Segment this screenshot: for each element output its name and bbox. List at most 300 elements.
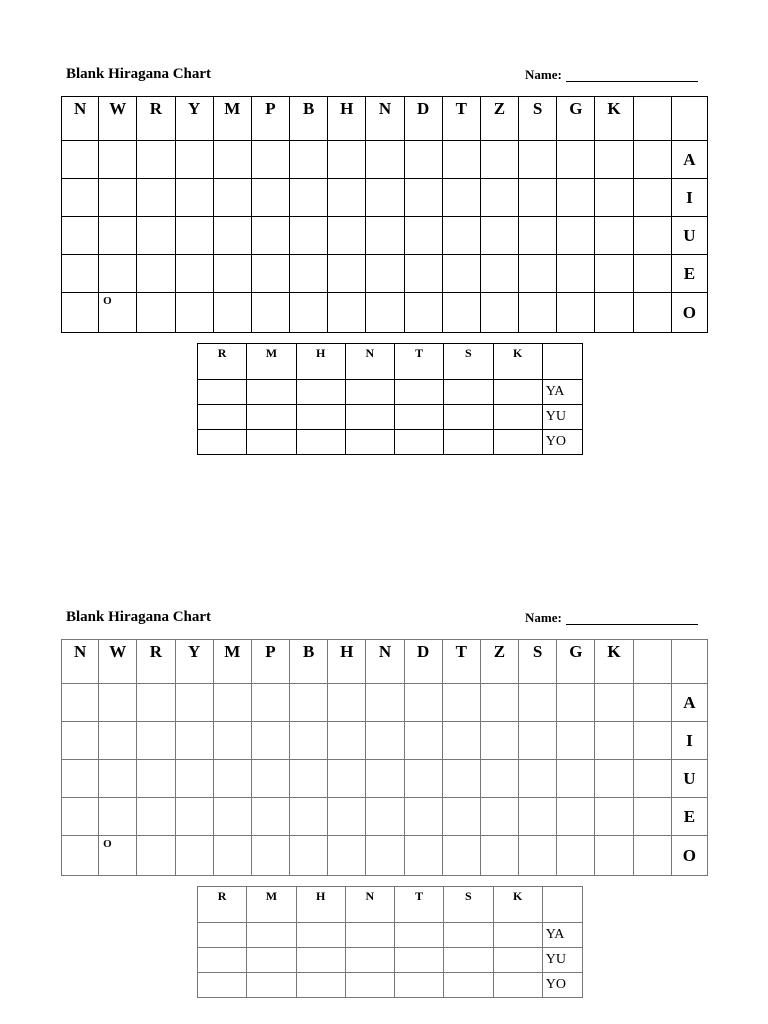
blank-kana-cell[interactable] [62,722,99,760]
blank-kana-cell[interactable] [137,141,175,179]
blank-kana-cell[interactable] [175,684,213,722]
blank-kana-cell[interactable] [366,179,404,217]
blank-yoon-cell[interactable] [395,923,444,948]
vowel-row [62,760,708,798]
blank-yoon-cell[interactable] [493,380,542,405]
consonant-header-cell: M [213,640,251,684]
blank-yoon-cell[interactable] [395,430,444,455]
blank-kana-cell[interactable] [175,722,213,760]
blank-kana-cell[interactable] [251,684,289,722]
consonant-header-cell: N [62,97,99,141]
consonant-header-cell [671,97,707,141]
blank-kana-cell[interactable] [251,760,289,798]
chart-title: Blank Hiragana Chart [66,609,212,625]
blank-kana-cell[interactable] [328,798,366,836]
consonant-header-cell: T [442,640,480,684]
blank-kana-cell[interactable] [213,141,251,179]
blank-kana-cell[interactable] [633,798,671,836]
consonant-header-cell: H [328,640,366,684]
blank-kana-cell[interactable] [442,217,480,255]
vowel-row [62,255,708,293]
blank-yoon-cell[interactable] [444,973,493,998]
yoon-consonant-header-cell: R [198,344,247,380]
blank-yoon-cell[interactable] [247,430,296,455]
hiragana-main-grid [61,96,708,333]
yoon-consonant-header-cell: T [395,887,444,923]
blank-yoon-cell[interactable] [444,380,493,405]
yoon-row [198,405,583,430]
blank-kana-cell[interactable] [251,141,289,179]
yoon-row [198,380,583,405]
blank-kana-cell[interactable] [557,255,595,293]
blank-kana-cell[interactable] [175,141,213,179]
consonant-header-cell: Y [175,97,213,141]
yoon-consonant-header-cell: S [444,344,493,380]
blank-yoon-cell[interactable] [198,405,247,430]
blank-yoon-cell[interactable] [444,948,493,973]
blank-yoon-cell[interactable] [296,430,345,455]
blank-kana-cell[interactable] [557,760,595,798]
blank-yoon-cell[interactable] [345,948,394,973]
blank-yoon-cell[interactable] [345,430,394,455]
consonant-header-row [62,640,708,684]
blank-kana-cell[interactable] [633,141,671,179]
blank-kana-cell[interactable] [595,255,633,293]
yoon-consonant-header-cell: K [493,887,542,923]
worksheet-2 [0,543,768,1003]
consonant-header-cell: S [519,97,557,141]
consonant-header-cell: B [290,640,328,684]
wo-mark-cell[interactable]: O [99,836,137,876]
blank-kana-cell[interactable] [62,798,99,836]
blank-yoon-cell[interactable] [198,923,247,948]
consonant-header-cell: H [328,97,366,141]
consonant-header-cell: D [404,640,442,684]
blank-kana-cell[interactable] [290,684,328,722]
vowel-label-cell: E [671,798,707,836]
blank-kana-cell[interactable] [137,798,175,836]
blank-kana-cell[interactable] [519,179,557,217]
blank-kana-cell[interactable] [519,255,557,293]
consonant-header-cell: N [366,640,404,684]
blank-yoon-cell[interactable] [296,973,345,998]
consonant-header-cell: W [99,640,137,684]
blank-kana-cell[interactable] [328,836,366,876]
blank-kana-cell[interactable] [62,141,99,179]
yoon-consonant-header-cell: N [345,887,394,923]
yoon-row-label-cell: YU [542,405,582,430]
blank-yoon-cell[interactable] [296,380,345,405]
blank-kana-cell[interactable] [633,760,671,798]
blank-kana-cell[interactable] [519,722,557,760]
blank-yoon-cell[interactable] [395,405,444,430]
blank-yoon-cell[interactable] [247,923,296,948]
blank-kana-cell[interactable] [328,255,366,293]
blank-kana-cell[interactable] [633,684,671,722]
blank-kana-cell[interactable] [595,760,633,798]
vowel-label-cell: E [671,255,707,293]
yoon-consonant-header-cell: R [198,887,247,923]
blank-yoon-cell[interactable] [444,430,493,455]
blank-kana-cell[interactable] [175,836,213,876]
yoon-consonant-header-cell: K [493,344,542,380]
blank-kana-cell[interactable] [480,141,518,179]
consonant-header-cell: R [137,640,175,684]
blank-kana-cell[interactable] [175,760,213,798]
consonant-header-row [62,97,708,141]
blank-yoon-cell[interactable] [493,430,542,455]
blank-kana-cell[interactable] [595,293,633,333]
blank-kana-cell[interactable] [480,179,518,217]
blank-kana-cell[interactable] [328,179,366,217]
name-label: Name: [525,610,562,625]
consonant-header-cell: G [557,97,595,141]
yoon-row [198,948,583,973]
blank-yoon-cell[interactable] [345,923,394,948]
blank-kana-cell[interactable] [62,760,99,798]
blank-kana-cell[interactable] [404,179,442,217]
wo-mark-cell[interactable]: O [99,293,137,333]
blank-kana-cell[interactable] [62,217,99,255]
blank-kana-cell[interactable] [137,217,175,255]
vowel-row [62,836,708,876]
blank-kana-cell[interactable] [519,293,557,333]
blank-kana-cell[interactable] [175,798,213,836]
consonant-header-cell: M [213,97,251,141]
hiragana-main-grid [61,639,708,876]
blank-kana-cell[interactable] [175,293,213,333]
blank-kana-cell[interactable] [290,293,328,333]
blank-kana-cell[interactable] [595,179,633,217]
consonant-header-cell: B [290,97,328,141]
consonant-header-cell: K [595,97,633,141]
blank-kana-cell[interactable] [62,179,99,217]
blank-kana-cell[interactable] [175,255,213,293]
yoon-consonant-header-cell: N [345,344,394,380]
blank-kana-cell[interactable] [404,760,442,798]
blank-yoon-cell[interactable] [493,973,542,998]
blank-kana-cell[interactable] [251,836,289,876]
blank-kana-cell[interactable] [442,255,480,293]
blank-kana-cell[interactable] [366,722,404,760]
yoon-consonant-header-cell: S [444,887,493,923]
blank-kana-cell[interactable] [251,293,289,333]
blank-kana-cell[interactable] [290,836,328,876]
blank-kana-cell[interactable] [519,798,557,836]
blank-kana-cell[interactable] [99,141,137,179]
vowel-label-cell: A [671,684,707,722]
vowel-label-cell: I [671,179,707,217]
blank-kana-cell[interactable] [442,760,480,798]
blank-kana-cell[interactable] [290,798,328,836]
blank-kana-cell[interactable] [366,255,404,293]
blank-kana-cell[interactable] [137,684,175,722]
consonant-header-cell: S [519,640,557,684]
blank-kana-cell[interactable] [557,836,595,876]
blank-kana-cell[interactable] [595,141,633,179]
blank-kana-cell[interactable] [328,760,366,798]
blank-kana-cell[interactable] [595,836,633,876]
yoon-combination-grid [197,886,583,998]
vowel-row [62,722,708,760]
blank-yoon-cell[interactable] [247,948,296,973]
blank-kana-cell[interactable] [480,293,518,333]
blank-kana-cell[interactable] [442,722,480,760]
vowel-row [62,179,708,217]
yoon-consonant-header-cell: M [247,344,296,380]
blank-kana-cell[interactable] [595,798,633,836]
blank-kana-cell[interactable] [366,684,404,722]
name-field-line[interactable] [566,81,698,82]
blank-kana-cell[interactable] [557,722,595,760]
yoon-row-label-cell: YO [542,973,582,998]
blank-yoon-cell[interactable] [493,405,542,430]
blank-kana-cell[interactable] [519,836,557,876]
blank-kana-cell[interactable] [366,217,404,255]
blank-yoon-cell[interactable] [345,973,394,998]
consonant-header-cell: D [404,97,442,141]
yoon-header-row [198,887,583,923]
vowel-label-cell: O [671,836,707,876]
consonant-header-cell: Y [175,640,213,684]
vowel-label-cell: A [671,141,707,179]
consonant-header-cell: T [442,97,480,141]
blank-kana-cell[interactable] [137,760,175,798]
yoon-consonant-header-cell [542,344,582,380]
blank-kana-cell[interactable] [99,722,137,760]
blank-kana-cell[interactable] [290,179,328,217]
blank-kana-cell[interactable] [595,217,633,255]
consonant-header-cell: W [99,97,137,141]
consonant-header-cell: P [251,97,289,141]
blank-kana-cell[interactable] [366,293,404,333]
worksheet-1 [0,0,768,460]
blank-kana-cell[interactable] [557,293,595,333]
blank-kana-cell[interactable] [62,684,99,722]
vowel-row [62,217,708,255]
blank-kana-cell[interactable] [480,255,518,293]
blank-kana-cell[interactable] [137,179,175,217]
yoon-consonant-header-cell: H [296,344,345,380]
blank-kana-cell[interactable] [519,760,557,798]
blank-kana-cell[interactable] [175,179,213,217]
blank-yoon-cell[interactable] [493,948,542,973]
vowel-row [62,141,708,179]
blank-kana-cell[interactable] [328,141,366,179]
consonant-header-cell: Z [480,640,518,684]
blank-yoon-cell[interactable] [296,405,345,430]
blank-kana-cell[interactable] [137,722,175,760]
blank-kana-cell[interactable] [404,836,442,876]
consonant-header-cell: Z [480,97,518,141]
blank-kana-cell[interactable] [442,179,480,217]
blank-yoon-cell[interactable] [444,923,493,948]
blank-kana-cell[interactable] [442,836,480,876]
blank-kana-cell[interactable] [404,255,442,293]
blank-kana-cell[interactable] [557,684,595,722]
blank-kana-cell[interactable] [213,684,251,722]
chart-title: Blank Hiragana Chart [66,66,212,82]
blank-kana-cell[interactable] [366,760,404,798]
blank-kana-cell[interactable] [557,798,595,836]
blank-kana-cell[interactable] [480,684,518,722]
blank-yoon-cell[interactable] [198,380,247,405]
blank-kana-cell[interactable] [480,836,518,876]
blank-kana-cell[interactable] [213,255,251,293]
blank-kana-cell[interactable] [251,255,289,293]
blank-kana-cell[interactable] [251,798,289,836]
blank-kana-cell[interactable] [519,684,557,722]
blank-kana-cell[interactable] [99,760,137,798]
blank-kana-cell[interactable] [404,293,442,333]
vowel-label-cell: O [671,293,707,333]
blank-kana-cell[interactable] [137,293,175,333]
blank-kana-cell[interactable] [633,217,671,255]
blank-kana-cell[interactable] [328,684,366,722]
blank-kana-cell[interactable] [213,722,251,760]
blank-kana-cell[interactable] [366,836,404,876]
consonant-header-cell: R [137,97,175,141]
consonant-header-cell: K [595,640,633,684]
blank-kana-cell[interactable] [213,179,251,217]
blank-yoon-cell[interactable] [247,973,296,998]
blank-kana-cell[interactable] [633,722,671,760]
yoon-row-label-cell: YA [542,380,582,405]
blank-kana-cell[interactable] [137,255,175,293]
vowel-label-cell: U [671,217,707,255]
blank-yoon-cell[interactable] [198,948,247,973]
blank-kana-cell[interactable] [557,179,595,217]
blank-kana-cell[interactable] [366,798,404,836]
blank-kana-cell[interactable] [99,255,137,293]
consonant-header-cell [633,97,671,141]
blank-kana-cell[interactable] [251,217,289,255]
blank-yoon-cell[interactable] [345,380,394,405]
vowel-row [62,798,708,836]
blank-kana-cell[interactable] [99,684,137,722]
yoon-consonant-header-cell: M [247,887,296,923]
blank-yoon-cell[interactable] [296,923,345,948]
blank-kana-cell[interactable] [290,217,328,255]
blank-kana-cell[interactable] [633,293,671,333]
blank-kana-cell[interactable] [557,217,595,255]
blank-kana-cell[interactable] [595,722,633,760]
yoon-consonant-header-cell [542,887,582,923]
yoon-row-label-cell: YO [542,430,582,455]
blank-kana-cell[interactable] [290,722,328,760]
blank-yoon-cell[interactable] [296,948,345,973]
blank-kana-cell[interactable] [404,722,442,760]
yoon-row [198,973,583,998]
yoon-row [198,430,583,455]
blank-kana-cell[interactable] [62,836,99,876]
blank-kana-cell[interactable] [213,836,251,876]
blank-kana-cell[interactable] [62,293,99,333]
vowel-row [62,684,708,722]
blank-kana-cell[interactable] [595,684,633,722]
blank-yoon-cell[interactable] [345,405,394,430]
yoon-row [198,923,583,948]
blank-yoon-cell[interactable] [247,405,296,430]
consonant-header-cell: N [366,97,404,141]
blank-yoon-cell[interactable] [395,948,444,973]
consonant-header-cell: P [251,640,289,684]
blank-kana-cell[interactable] [213,217,251,255]
blank-yoon-cell[interactable] [247,380,296,405]
consonant-header-cell: G [557,640,595,684]
blank-yoon-cell[interactable] [198,430,247,455]
consonant-header-cell: N [62,640,99,684]
yoon-consonant-header-cell: T [395,344,444,380]
blank-kana-cell[interactable] [328,293,366,333]
blank-kana-cell[interactable] [442,798,480,836]
blank-kana-cell[interactable] [633,836,671,876]
blank-kana-cell[interactable] [442,684,480,722]
blank-yoon-cell[interactable] [493,923,542,948]
blank-kana-cell[interactable] [99,217,137,255]
blank-yoon-cell[interactable] [395,380,444,405]
blank-kana-cell[interactable] [519,141,557,179]
blank-kana-cell[interactable] [290,141,328,179]
blank-kana-cell[interactable] [213,760,251,798]
name-field-line[interactable] [566,624,698,625]
blank-kana-cell[interactable] [404,684,442,722]
blank-kana-cell[interactable] [175,217,213,255]
blank-kana-cell[interactable] [213,293,251,333]
yoon-header-row [198,344,583,380]
blank-kana-cell[interactable] [480,217,518,255]
blank-kana-cell[interactable] [557,141,595,179]
blank-kana-cell[interactable] [62,255,99,293]
blank-kana-cell[interactable] [137,836,175,876]
blank-kana-cell[interactable] [251,179,289,217]
blank-kana-cell[interactable] [480,798,518,836]
blank-kana-cell[interactable] [404,141,442,179]
vowel-label-cell: U [671,760,707,798]
name-label: Name: [525,67,562,82]
blank-kana-cell[interactable] [480,722,518,760]
blank-kana-cell[interactable] [480,760,518,798]
consonant-header-cell [633,640,671,684]
blank-kana-cell[interactable] [404,217,442,255]
blank-kana-cell[interactable] [366,141,404,179]
blank-yoon-cell[interactable] [444,405,493,430]
yoon-consonant-header-cell: H [296,887,345,923]
blank-yoon-cell[interactable] [198,973,247,998]
blank-kana-cell[interactable] [213,798,251,836]
blank-kana-cell[interactable] [99,798,137,836]
blank-kana-cell[interactable] [290,760,328,798]
yoon-row-label-cell: YA [542,923,582,948]
blank-kana-cell[interactable] [633,255,671,293]
blank-yoon-cell[interactable] [395,973,444,998]
blank-kana-cell[interactable] [290,255,328,293]
blank-kana-cell[interactable] [404,798,442,836]
blank-kana-cell[interactable] [442,141,480,179]
blank-kana-cell[interactable] [633,179,671,217]
blank-kana-cell[interactable] [328,217,366,255]
vowel-row [62,293,708,333]
blank-kana-cell[interactable] [251,722,289,760]
blank-kana-cell[interactable] [442,293,480,333]
vowel-label-cell: I [671,722,707,760]
blank-kana-cell[interactable] [519,217,557,255]
blank-kana-cell[interactable] [328,722,366,760]
consonant-header-cell [671,640,707,684]
yoon-combination-grid [197,343,583,455]
yoon-row-label-cell: YU [542,948,582,973]
blank-kana-cell[interactable] [99,179,137,217]
